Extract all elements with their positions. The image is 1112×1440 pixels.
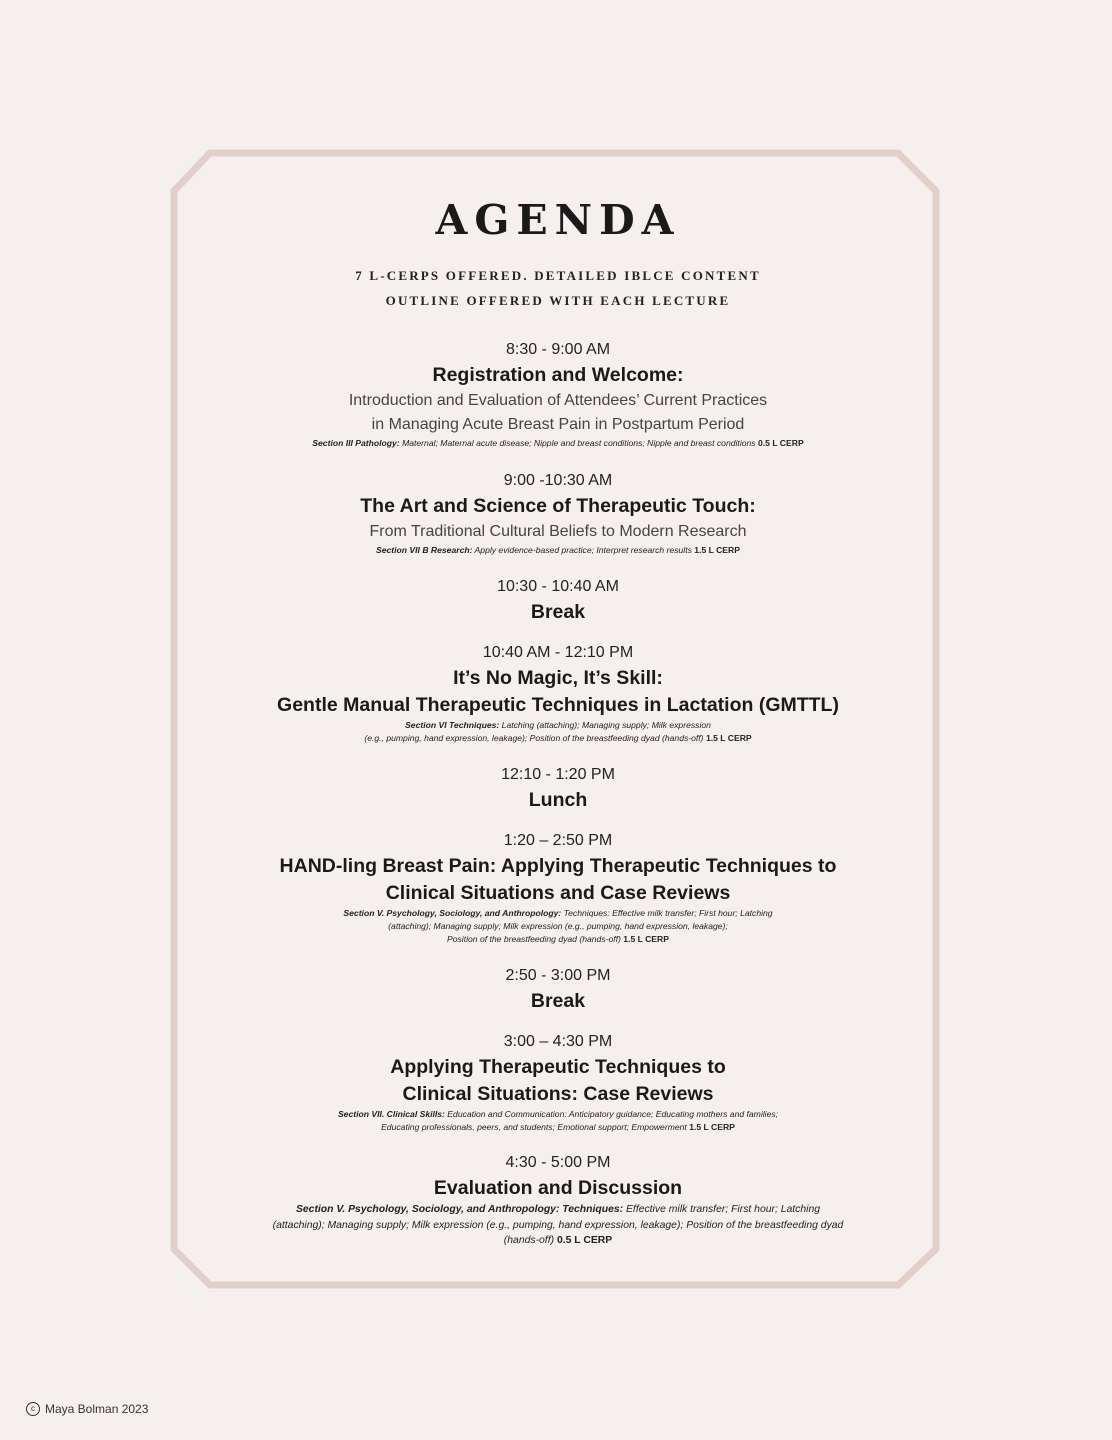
session-title: Applying Therapeutic Techniques to (390, 1056, 726, 1079)
agenda-session (180, 338, 936, 450)
session-time: 12:10 - 1:20 PM (501, 766, 615, 784)
section-label: Section VII B Research: (376, 544, 473, 555)
agenda-session (180, 1151, 936, 1249)
section-text: Educating professionals, peers, and students; Emotional support; Empowerment (381, 1121, 690, 1132)
session-section (160, 1202, 956, 1218)
section-label: Section VI Techniques: (405, 720, 500, 731)
section-text: Education and Communication: Anticipatory guidance; Educating mothers and families; (444, 1109, 779, 1120)
session-section (180, 1108, 936, 1121)
session-title: Clinical Situations and Case Reviews (385, 882, 731, 905)
session-section (180, 732, 936, 745)
agenda-content (180, 195, 936, 1249)
cerp-value: 0.5 L CERP (556, 1235, 613, 1247)
session-time: 4:30 - 5:00 PM (505, 1154, 611, 1172)
copyright-icon: c (26, 1402, 40, 1416)
session-time: 1:20 – 2:50 PM (503, 832, 613, 850)
section-text: Maternal; Maternal acute disease; Nipple and breast conditions; Nipple and breast conditions (399, 438, 758, 448)
section-text: Techniques: Effective milk transfer; First hour; Latching (561, 908, 773, 919)
session-section (180, 544, 936, 557)
cerp-value: 1.5 L CERP (689, 1121, 735, 1132)
session-time: 2:50 - 3:00 PM (505, 967, 611, 985)
cerp-value: 1.5 L CERP (694, 544, 740, 555)
section-label: Section V. Psychology, Sociology, and Anthropology: Techniques: (295, 1204, 624, 1216)
agenda-session (180, 1030, 936, 1133)
session-section (180, 1233, 936, 1249)
session-section (180, 437, 936, 450)
section-text: Apply evidence-based practice; Interpret research results (472, 544, 695, 555)
page-title: AGENDA (435, 196, 681, 244)
section-text: (attaching); Managing supply; Milk expression (e.g., pumping, hand expression, leakage); Position of the breastfeeding dyad (272, 1219, 844, 1231)
section-text: Position of the breastfeeding dyad (hands-off) (447, 933, 624, 944)
session-title: Evaluation and Discussion (433, 1177, 683, 1200)
section-text: (hands-off) (503, 1235, 557, 1247)
section-text: Latching (attaching); Managing supply; Milk expression (499, 720, 711, 731)
session-title: Break (530, 990, 586, 1013)
section-label: Section V. Psychology, Sociology, and Anthropology: (343, 908, 562, 919)
session-title: Break (530, 601, 586, 624)
agenda-session (180, 575, 936, 626)
session-title: The Art and Science of Therapeutic Touch: (360, 494, 756, 517)
session-title: HAND-ling Breast Pain: Applying Therapeutic Techniques to (279, 855, 837, 878)
session-section (160, 1218, 956, 1234)
cerp-value: 1.5 L CERP (705, 732, 752, 743)
session-subtitle: Introduction and Evaluation of Attendees’ Current Practices (348, 392, 768, 409)
agenda-session (180, 964, 936, 1015)
cerp-value: 1.5 L CERP (623, 933, 669, 944)
section-label: Section VII. Clinical Skills: (337, 1109, 445, 1120)
section-text: Effective milk transfer; First hour; Latching (623, 1204, 821, 1216)
session-title: Registration and Welcome: (432, 364, 684, 386)
session-section (180, 719, 936, 732)
session-time: 10:40 AM - 12:10 PM (482, 644, 634, 662)
session-time: 9:00 -10:30 AM (503, 471, 613, 489)
session-title: Lunch (528, 789, 588, 812)
footer-text: Maya Bolman 2023 (45, 1402, 149, 1416)
section-text: (e.g., pumping, hand expression, leakage); Position of the breastfeeding dyad (hands-off) (364, 732, 706, 743)
subtitle (180, 263, 936, 313)
agenda-session (180, 641, 936, 744)
session-title: Gentle Manual Therapeutic Techniques in Lactation (GMTTL) (277, 694, 839, 717)
session-subtitle: From Traditional Cultural Beliefs to Modern Research (369, 522, 747, 540)
session-subtitle: in Managing Acute Breast Pain in Postpartum Period (371, 416, 745, 433)
session-section (180, 907, 936, 920)
session-section (180, 933, 936, 946)
session-time: 10:30 - 10:40 AM (497, 578, 619, 596)
agenda-session (180, 829, 936, 945)
cerp-value: 0.5 L CERP (757, 438, 804, 448)
footer (26, 1402, 148, 1416)
section-label: Section III Pathology: (312, 438, 400, 448)
session-title: It’s No Magic, It’s Skill: (453, 667, 663, 690)
agenda-session (180, 469, 936, 557)
session-section (180, 920, 936, 933)
session-time: 3:00 – 4:30 PM (503, 1033, 613, 1051)
subtitle-line: OUTLINE OFFERED WITH EACH LECTURE (385, 293, 731, 308)
session-title: Clinical Situations: Case Reviews (402, 1083, 714, 1106)
agenda-session (180, 763, 936, 814)
session-time: 8:30 - 9:00 AM (505, 341, 611, 358)
section-text: (attaching); Managing supply; Milk expression (e.g., pumping, hand expression, leakage); (388, 920, 728, 931)
session-section (180, 1121, 936, 1134)
subtitle-line: 7 L-CERPS OFFERED. DETAILED IBLCE CONTENT (355, 268, 761, 283)
